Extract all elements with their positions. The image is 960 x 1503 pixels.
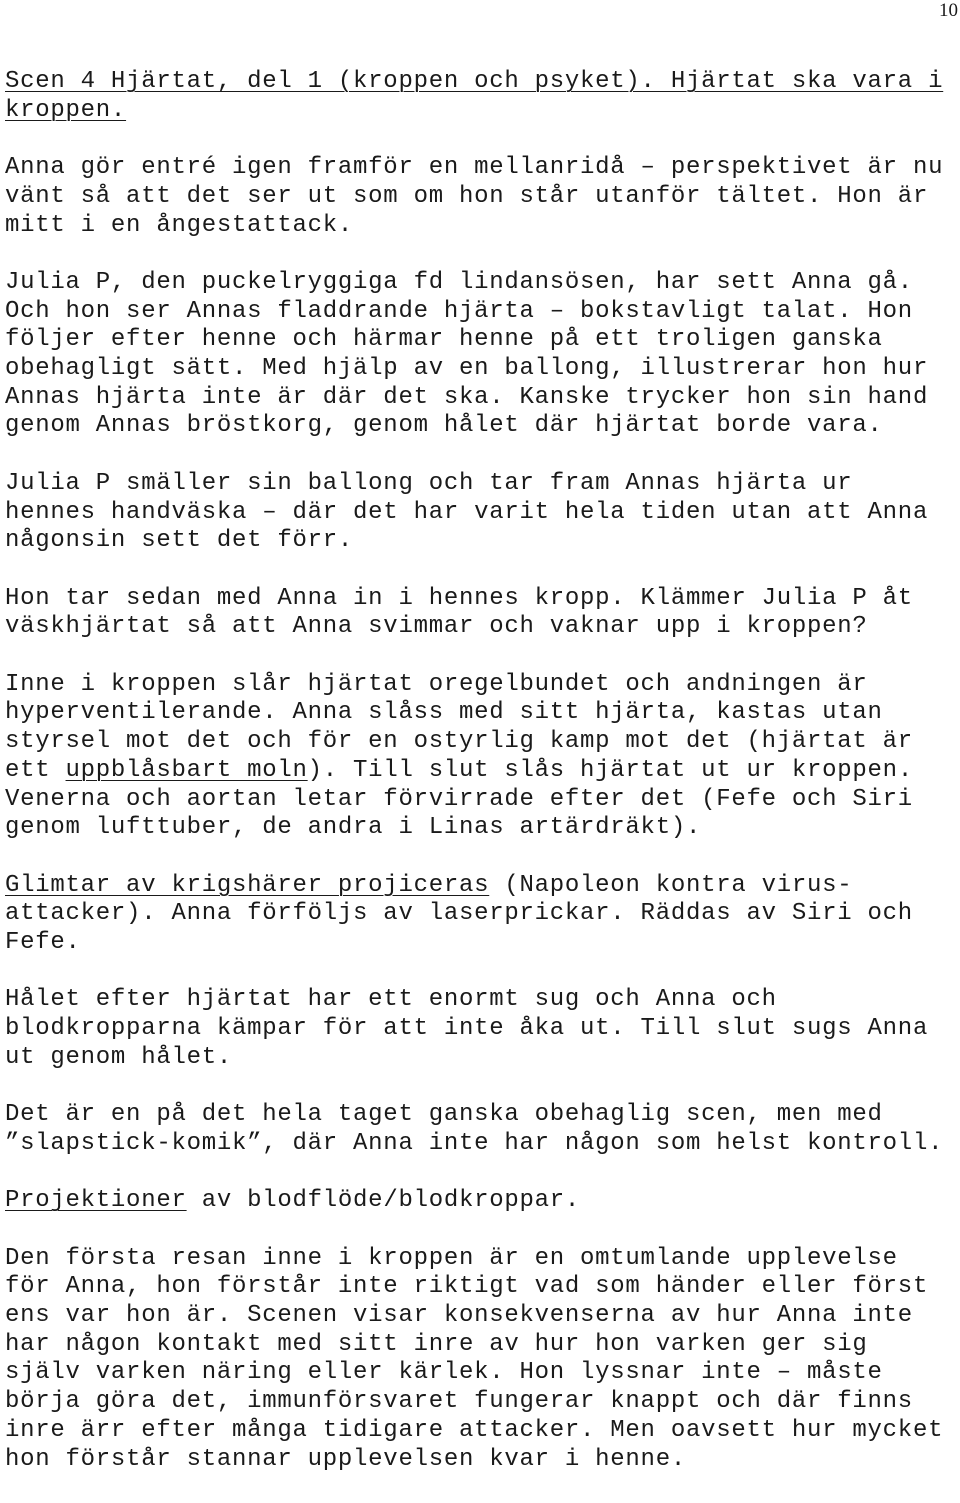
paragraph-first-journey: Den första resan inne i kroppen är en omtumlande upplevelse för Anna, hon förstår inte riktigt vad som händer eller först ens var hon är. Scenen visar konsekvenserna av hur Anna inte har någon kontakt med sitt inre av hur hon varken ger sig själv varken näring eller kärlek. Hon lyssnar inte – måste börja göra det, immunförsvaret fungerar knappt och där finns inre ärr efter många tidigare attacker. Men oavsett hur mycket hon förstår stannar upplevelsen kvar i henne. [5,1244,944,1473]
paragraph-heart-fight-a: Inne i kroppen slår hjärtat oregelbundet och andningen är hyperventilerande. Anna slåss med sitt hjärta, kastas utan styrsel mot det och för en ostyrlig kamp mot det (hjärtat är ett [5,670,913,784]
paragraph-heart-fight [5,671,955,843]
scene-title-text: Scen 4 Hjärtat, del 1 (kroppen och psyket). Hjärtat ska vara i kroppen. [5,68,944,124]
paragraph-hole-suction: Hålet efter hjärtat har ett enormt sug och Anna och blodkropparna kämpar för att inte åka ut. Till slut sugs Anna ut genom hålet. [5,986,929,1071]
paragraph-projections-war [5,872,955,958]
underlined-phrase-cloud: uppblåsbart moln [65,756,308,784]
underlined-word-projektioner: Projektioner [5,1187,187,1215]
paragraph-entrance: Anna gör entré igen framför en mellanridå – perspektivet är nu vänt så att det ser ut som om hon står utanför tältet. Hon är mitt i en ångestattack. [5,154,944,239]
paragraph-slapstick: Det är en på det hela taget ganska obehaglig scen, men med ”slapstick-komik”, där Anna inte har någon som helst kontroll. [5,1101,944,1157]
paragraph-into-body: Hon tar sedan med Anna in i hennes kropp. Klämmer Julia P åt väskhjärtat så att Anna svimmar och vaknar upp i kroppen? [5,584,913,641]
paragraph-blood-projections-rest: av blodflöde/blodkroppar. [186,1187,581,1215]
page-number: 10 [939,0,958,21]
paragraph-julia-p: Julia P, den puckelryggiga fd lindansösen, har sett Anna gå. Och hon ser Annas fladdrande hjärta – bokstavligt talat. Hon följer efter henne och härmar henne på ett troligen ganska obehagligt sätt. Med hjälp av en ballong, illustrerar hon hur Annas hjärta inte är där det ska. Kanske trycker hon sin hand genom Annas bröstkorg, genom hålet där hjärtat borde vara. [5,268,929,440]
paragraph-balloon: Julia P smäller sin ballong och tar fram Annas hjärta ur hennes handväska – där det har varit hela tiden utan att Anna någonsin sett det förr. [5,469,929,555]
paragraph-blood-projections [5,1187,955,1216]
scene-title [5,68,955,125]
paragraph-projections-war-rest: (Napoleon kontra virus-attacker). Anna förföljs av laserprickar. Räddas av Siri och Fefe. [5,871,913,956]
underlined-phrase-projections: Glimtar av krigshärer projiceras [5,871,490,899]
document-body [5,68,955,1503]
paragraph-heart-fight-b: ). Till slut slås hjärtat ut ur kroppen. Venerna och aortan letar förvirrade efter det (Fefe och Siri genom lufttuber, de andra i Linas artärdräkt). [5,756,913,842]
